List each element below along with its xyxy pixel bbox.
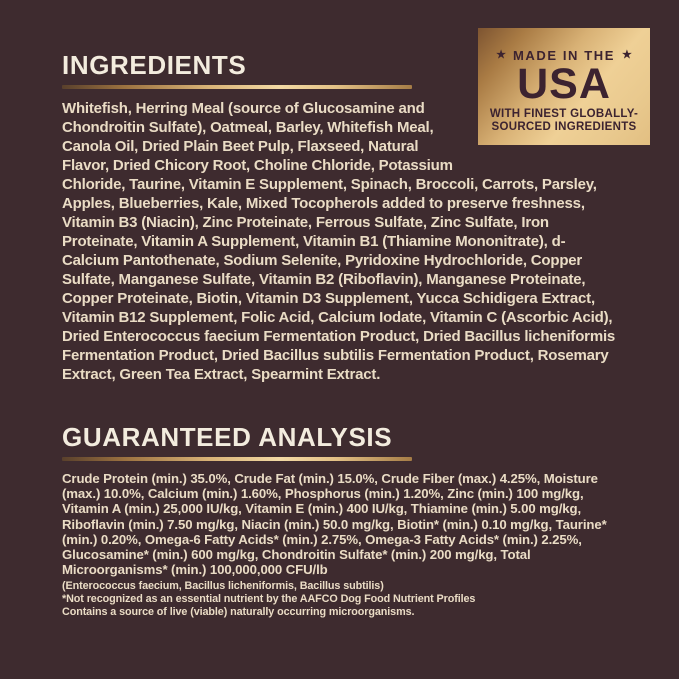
ingredients-title: INGREDIENTS xyxy=(62,50,247,80)
badge-subtext-line1: WITH FINEST GLOBALLY- xyxy=(489,108,639,120)
star-icon: ★ xyxy=(622,49,632,61)
ingredients-section xyxy=(62,50,622,384)
badge-wrap-spacer xyxy=(460,99,622,157)
ingredients-paragraph xyxy=(62,99,622,384)
gold-divider xyxy=(62,457,412,461)
label-content xyxy=(62,50,622,618)
guaranteed-analysis-title: GUARANTEED ANALYSIS xyxy=(62,422,393,452)
footnote-species-list: (Enterococcus faecium, Bacillus licheniformis, Bacillus subtilis) xyxy=(62,580,384,593)
badge-subtext-line2: SOURCED INGREDIENTS xyxy=(491,121,637,133)
gold-divider xyxy=(62,85,412,89)
star-icon: ★ xyxy=(496,49,506,61)
footnote-live-microorganisms: Contains a source of live (viable) naturally occurring microorganisms. xyxy=(62,605,415,618)
guaranteed-analysis-text: Crude Protein (min.) 35.0%, Crude Fat (min.) 15.0%, Crude Fiber (max.) 4.25%, Moisture (max.) 10.0%, Calcium (min.) 1.60%, Phosphorus (min.) 1.20%, Zinc (min.) 100 mg/kg, Vitamin A (min.) 25,000 IU/kg, Vitamin E (min.) 400 IU/kg, Thiamine (min.) 5.00 mg/kg, Riboflavin (min.) 7.50 mg/kg, Niacin (min.) 50.0 mg/kg, Biotin* (min.) 0.10 mg/kg, Taurine* (min.) 0.20%, Omega-6 Fatty Acids* (min.) 2.75%, Omega-3 Fatty Acids* (min.) 2.25%, Glucosamine* (min.) 600 mg/kg, Chondroitin Sulfate* (min.) 200 mg/kg, Total Microorganisms* (min.) 100,000,000 CFU/lb xyxy=(62,471,607,578)
badge-usa-text: USA xyxy=(517,60,611,108)
ingredients-text: Whitefish, Herring Meal (source of Glucosamine and Chondroitin Sulfate), Oatmeal, Barley, Whitefish Meal, Canola Oil, Dried Plain Beet Pulp, Flaxseed, Natural Flavor, Dried Chicory Root, Choline Chloride, Potassium Chloride, Taurine, Vitamin E Supplement, Spinach, Broccoli, Carrots, Parsley, Apples, Blueberries, Kale, Mixed Tocopherols added to preserve freshness, Vitamin B3 (Niacin), Zinc Proteinate, Ferrous Sulfate, Zinc Sulfate, Iron Proteinate, Vitamin A Supplement, Vitamin B1 (Thiamine Mononitrate), d-Calcium Pantothenate, Sodium Selenite, Pyridoxine Hydrochloride, Copper Sulfate, Manganese Sulfate, Vitamin B2 (Riboflavin), Manganese Proteinate, Copper Proteinate, Biotin, Vitamin D3 Supplement, Yucca Schidigera Extract, Vitamin B12 Supplement, Folic Acid, Calcium Iodate, Vitamin C (Ascorbic Acid), Dried Enterococcus faecium Fermentation Product, Dried Bacillus licheniformis Fermentation Product, Dried Bacillus subtilis Fermentation Product, Rosemary Extract, Green Tea Extract, Spearmint Extract. xyxy=(62,100,616,383)
badge-made-in-the-text: MADE IN THE xyxy=(512,48,616,63)
footnotes xyxy=(62,580,622,618)
footnote-aafco: *Not recognized as an essential nutrient by the AAFCO Dog Food Nutrient Profiles xyxy=(62,593,476,606)
guaranteed-analysis-section xyxy=(62,422,622,618)
